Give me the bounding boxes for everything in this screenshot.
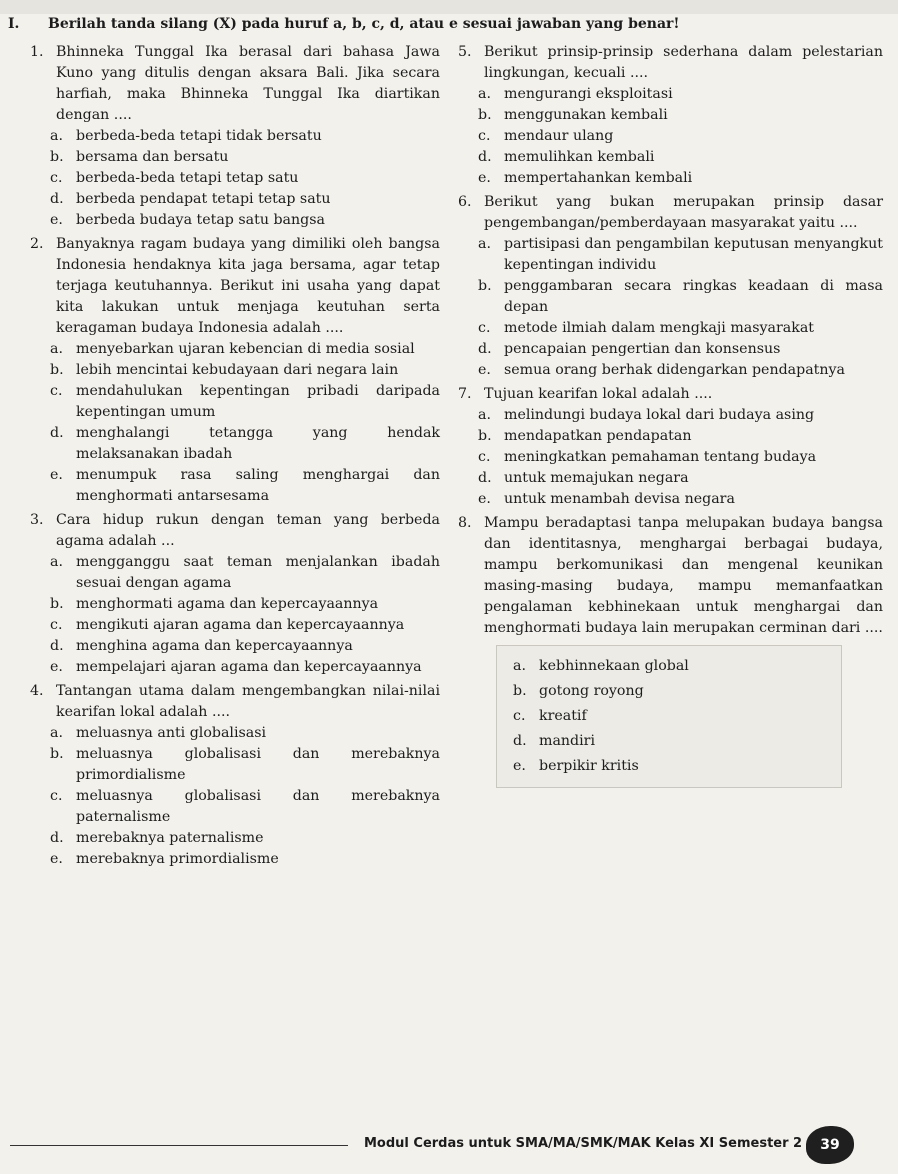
- option-e[interactable]: [458, 168, 883, 189]
- question-7: [458, 384, 883, 510]
- option-letter: c.: [50, 383, 63, 399]
- option-text: mengikuti ajaran agama dan kepercayaannya: [76, 617, 405, 633]
- option-letter: b.: [50, 746, 64, 762]
- option-c[interactable]: [458, 318, 883, 339]
- option-letter: d.: [50, 830, 64, 846]
- option-letter: c.: [478, 449, 491, 465]
- option-letter: e.: [50, 212, 63, 228]
- option-text: bersama dan bersatu: [76, 149, 229, 165]
- option-text: berbeda-beda tetapi tidak bersatu: [76, 128, 322, 144]
- option-text: meluasnya globalisasi dan merebaknya primordialisme: [76, 746, 440, 783]
- option-text: penggambaran secara ringkas keadaan di masa depan: [504, 278, 883, 315]
- option-e[interactable]: [513, 754, 831, 779]
- option-b[interactable]: [30, 594, 440, 615]
- page-number: 39: [806, 1126, 854, 1164]
- question-4: [30, 681, 440, 870]
- question-text: Mampu beradaptasi tanpa melupakan budaya bangsa dan identitasnya, menghargai berbagai budaya, mampu berkomunikasi dan mengenal keunikan masing-masing budaya, mampu memanfaatkan pengalaman kebhinekaan untuk menghargai dan menghormati budaya lain merupakan cerminan dari ....: [484, 515, 883, 636]
- question-number: 2.: [30, 236, 44, 252]
- option-text: menghormati agama dan kepercayaannya: [76, 596, 379, 612]
- option-letter: a.: [50, 554, 63, 570]
- option-text: memulihkan kembali: [504, 149, 655, 165]
- option-a[interactable]: [513, 654, 831, 679]
- option-d[interactable]: [458, 147, 883, 168]
- option-text: kreatif: [539, 708, 587, 724]
- module-title: Modul Cerdas untuk SMA/MA/SMK/MAK Kelas XI Semester 2: [364, 1136, 803, 1151]
- question-3: [30, 510, 440, 678]
- option-letter: e.: [478, 491, 491, 507]
- option-text: melindungi budaya lokal dari budaya asing: [504, 407, 815, 423]
- option-d[interactable]: [30, 828, 440, 849]
- option-text: merebaknya primordialisme: [76, 851, 279, 867]
- option-letter: c.: [50, 170, 63, 186]
- option-text: mendaur ulang: [504, 128, 614, 144]
- option-letter: c.: [50, 617, 63, 633]
- option-letter: a.: [513, 658, 526, 674]
- option-e[interactable]: [30, 849, 440, 870]
- option-a[interactable]: [30, 339, 440, 360]
- option-c[interactable]: [458, 447, 883, 468]
- option-letter: c.: [478, 128, 491, 144]
- option-text: mengganggu saat teman menjalankan ibadah sesuai dengan agama: [76, 554, 440, 591]
- option-letter: e.: [50, 467, 63, 483]
- option-e[interactable]: [30, 657, 440, 678]
- question-2: [30, 234, 440, 507]
- page-footer: [0, 1126, 898, 1166]
- option-a[interactable]: [458, 84, 883, 105]
- option-d[interactable]: [458, 468, 883, 489]
- option-e[interactable]: [30, 210, 440, 231]
- instruction-text: Berilah tanda silang (X) pada huruf a, b, c, d, atau e sesuai jawaban yang benar!: [48, 16, 680, 32]
- option-a[interactable]: [30, 552, 440, 594]
- option-e[interactable]: [458, 489, 883, 510]
- option-a[interactable]: [458, 405, 883, 426]
- question-number: 7.: [458, 386, 472, 402]
- option-e[interactable]: [30, 465, 440, 507]
- option-b[interactable]: [30, 360, 440, 381]
- option-b[interactable]: [458, 105, 883, 126]
- question-number: 1.: [30, 44, 44, 60]
- question-text: Berikut prinsip-prinsip sederhana dalam pelestarian lingkungan, kecuali ....: [484, 44, 883, 81]
- question-text: Berikut yang bukan merupakan prinsip dasar pengembangan/pemberdayaan masyarakat yaitu ....: [484, 194, 883, 231]
- question-number: 8.: [458, 515, 472, 531]
- option-text: semua orang berhak didengarkan pendapatnya: [504, 362, 845, 378]
- option-c[interactable]: [30, 615, 440, 636]
- option-letter: a.: [478, 86, 491, 102]
- question-number: 3.: [30, 512, 44, 528]
- option-text: berbeda budaya tetap satu bangsa: [76, 212, 325, 228]
- question-number: 6.: [458, 194, 472, 210]
- right-column: [458, 42, 883, 791]
- option-e[interactable]: [458, 360, 883, 381]
- option-text: berbeda pendapat tetapi tetap satu: [76, 191, 331, 207]
- option-b[interactable]: [30, 147, 440, 168]
- option-letter: a.: [50, 725, 63, 741]
- option-letter: b.: [478, 428, 492, 444]
- section-number: I.: [8, 16, 20, 32]
- option-b[interactable]: [513, 679, 831, 704]
- option-letter: a.: [50, 128, 63, 144]
- option-letter: d.: [50, 638, 64, 654]
- option-letter: b.: [478, 278, 492, 294]
- option-letter: e.: [478, 170, 491, 186]
- option-letter: b.: [513, 683, 527, 699]
- option-b[interactable]: [30, 744, 440, 786]
- option-d[interactable]: [30, 423, 440, 465]
- option-letter: d.: [50, 191, 64, 207]
- option-text: mengurangi eksploitasi: [504, 86, 673, 102]
- option-text: gotong royong: [539, 683, 644, 699]
- option-d[interactable]: [30, 189, 440, 210]
- scanned-top-edge: [0, 0, 898, 14]
- option-text: berbeda-beda tetapi tetap satu: [76, 170, 299, 186]
- option-d[interactable]: [513, 729, 831, 754]
- option-b[interactable]: [458, 276, 883, 318]
- option-c[interactable]: [30, 786, 440, 828]
- option-text: kebhinnekaan global: [539, 658, 689, 674]
- option-letter: c.: [478, 320, 491, 336]
- question-text: Tujuan kearifan lokal adalah ....: [484, 386, 713, 402]
- option-text: mempelajari ajaran agama dan kepercayaannya: [76, 659, 422, 675]
- option-text: lebih mencintai kebudayaan dari negara lain: [76, 362, 399, 378]
- option-text: partisipasi dan pengambilan keputusan menyangkut kepentingan individu: [504, 236, 883, 273]
- option-text: meluasnya anti globalisasi: [76, 725, 267, 741]
- question-text: Bhinneka Tunggal Ika berasal dari bahasa Jawa Kuno yang ditulis dengan aksara Bali. Jika secara harfiah, maka Bhinneka Tunggal Ika diartikan dengan ....: [56, 44, 440, 123]
- option-text: mempertahankan kembali: [504, 170, 693, 186]
- option-d[interactable]: [30, 636, 440, 657]
- option-c[interactable]: [458, 126, 883, 147]
- question-8: [458, 513, 883, 788]
- option-c[interactable]: [513, 704, 831, 729]
- option-letter: d.: [478, 470, 492, 486]
- option-letter: d.: [478, 341, 492, 357]
- option-letter: b.: [478, 107, 492, 123]
- question-text: Cara hidup rukun dengan teman yang berbeda agama adalah ...: [56, 512, 440, 549]
- option-letter: b.: [50, 596, 64, 612]
- left-column: [30, 42, 440, 873]
- option-letter: d.: [513, 733, 527, 749]
- option-a[interactable]: [458, 234, 883, 276]
- section-instruction: [8, 16, 888, 32]
- option-text: mendapatkan pendapatan: [504, 428, 692, 444]
- option-letter: b.: [50, 362, 64, 378]
- option-letter: d.: [478, 149, 492, 165]
- question-6: [458, 192, 883, 381]
- option-letter: c.: [513, 708, 526, 724]
- question-text: Banyaknya ragam budaya yang dimiliki oleh bangsa Indonesia hendaknya kita jaga bersama, agar tetap terjaga keutuhannya. Berikut ini usaha yang dapat kita lakukan untuk menjaga keutuhan serta keragaman budaya Indonesia adalah ....: [56, 236, 440, 336]
- option-text: menumpuk rasa saling menghargai dan menghormati antarsesama: [76, 467, 440, 504]
- option-c[interactable]: [30, 381, 440, 423]
- option-a[interactable]: [30, 126, 440, 147]
- option-text: untuk memajukan negara: [504, 470, 689, 486]
- question-text: Tantangan utama dalam mengembangkan nilai-nilai kearifan lokal adalah ....: [56, 683, 440, 720]
- option-text: pencapaian pengertian dan konsensus: [504, 341, 781, 357]
- option-letter: e.: [513, 758, 526, 774]
- option-text: mandiri: [539, 733, 595, 749]
- option-text: mendahulukan kepentingan pribadi daripada kepentingan umum: [76, 383, 440, 420]
- footer-divider: [10, 1145, 348, 1146]
- option-text: menyebarkan ujaran kebencian di media sosial: [76, 341, 415, 357]
- option-letter: b.: [50, 149, 64, 165]
- option-letter: c.: [50, 788, 63, 804]
- option-letter: a.: [478, 236, 491, 252]
- option-text: menggunakan kembali: [504, 107, 668, 123]
- option-letter: e.: [50, 659, 63, 675]
- question-number: 4.: [30, 683, 44, 699]
- question-1: [30, 42, 440, 231]
- option-text: meluasnya globalisasi dan merebaknya paternalisme: [76, 788, 440, 825]
- option-d[interactable]: [458, 339, 883, 360]
- options-box: [496, 645, 842, 788]
- option-c[interactable]: [30, 168, 440, 189]
- option-text: merebaknya paternalisme: [76, 830, 264, 846]
- option-b[interactable]: [458, 426, 883, 447]
- option-text: untuk menambah devisa negara: [504, 491, 735, 507]
- option-text: meningkatkan pemahaman tentang budaya: [504, 449, 817, 465]
- option-letter: e.: [50, 851, 63, 867]
- option-letter: a.: [478, 407, 491, 423]
- option-letter: a.: [50, 341, 63, 357]
- option-a[interactable]: [30, 723, 440, 744]
- option-text: berpikir kritis: [539, 758, 639, 774]
- question-5: [458, 42, 883, 189]
- option-text: metode ilmiah dalam mengkaji masyarakat: [504, 320, 814, 336]
- option-letter: e.: [478, 362, 491, 378]
- option-letter: d.: [50, 425, 64, 441]
- question-number: 5.: [458, 44, 472, 60]
- option-text: menghalangi tetangga yang hendak melaksanakan ibadah: [76, 425, 440, 462]
- option-text: menghina agama dan kepercayaannya: [76, 638, 353, 654]
